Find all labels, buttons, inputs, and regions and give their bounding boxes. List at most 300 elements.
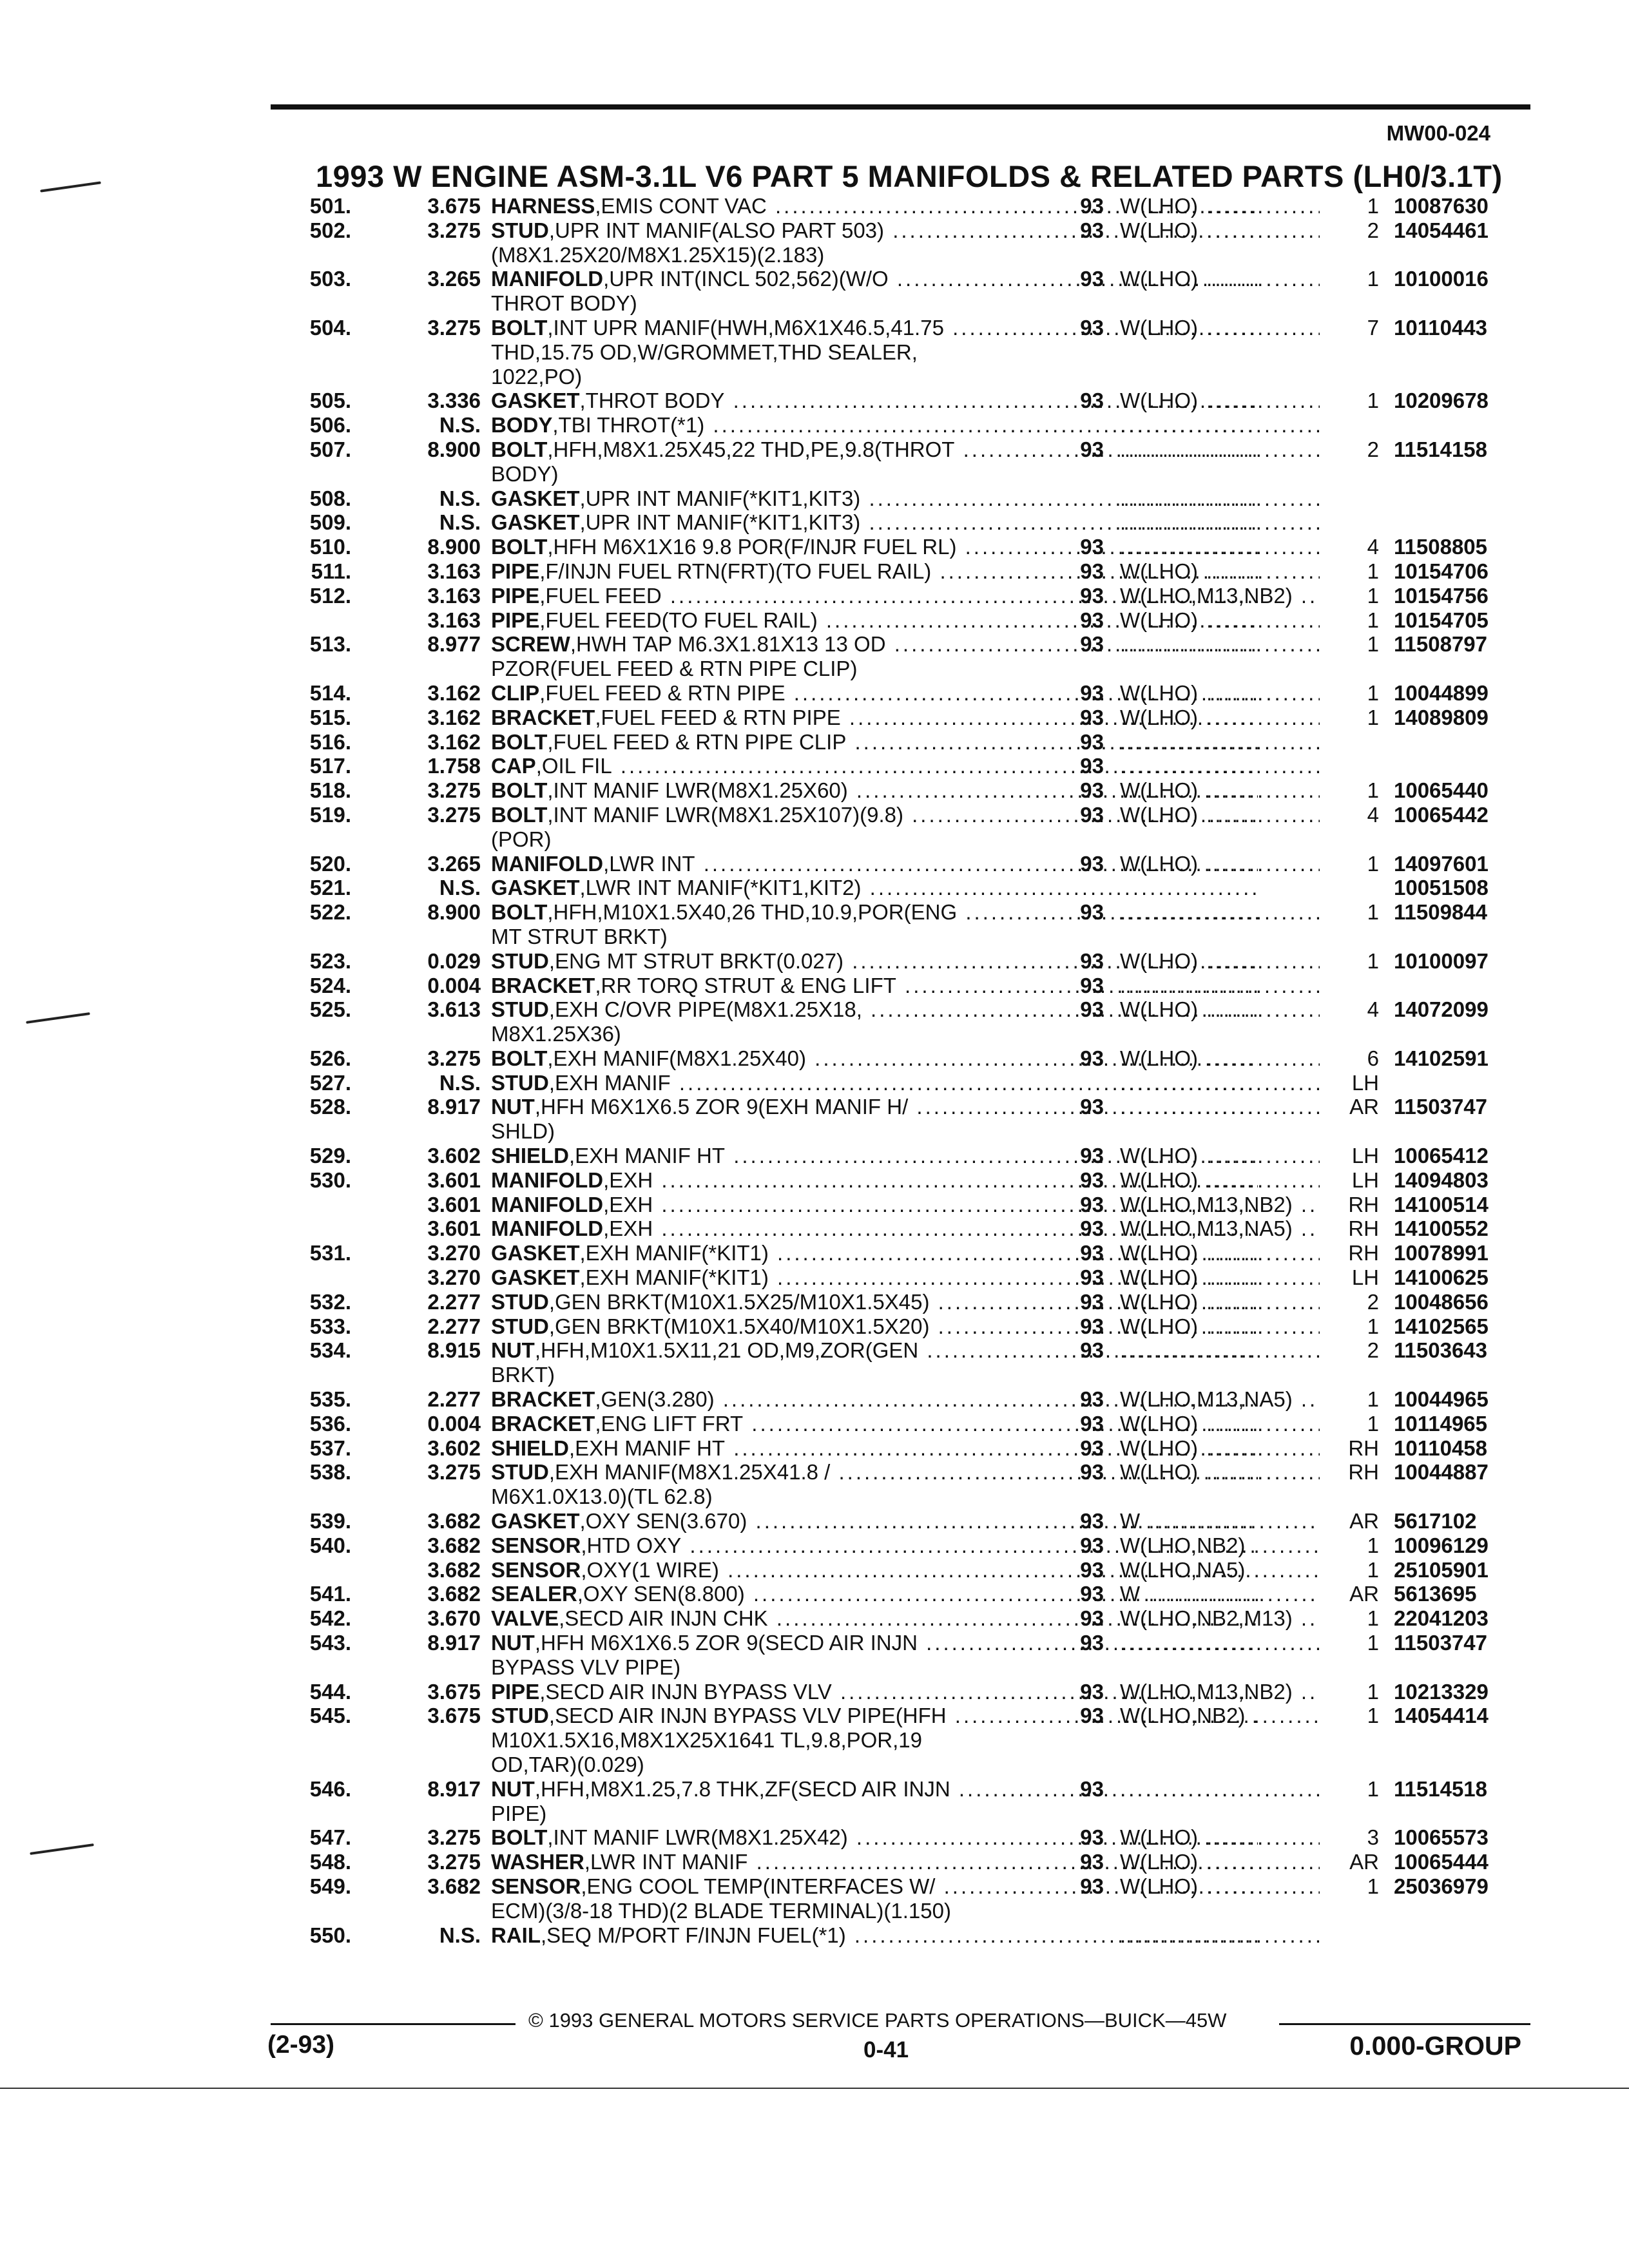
item-number: 548. [309, 1850, 351, 1874]
item-number: 535. [309, 1387, 351, 1412]
model-year: 93 [1080, 1850, 1104, 1874]
item-number: 530. [309, 1168, 351, 1192]
application [1120, 900, 1320, 925]
application: W(LHO) ..... [1120, 1265, 1320, 1290]
part-number: 11509844 [1394, 900, 1488, 925]
model-year: 93 [1080, 1460, 1104, 1485]
description-line: SHLD) [491, 1119, 555, 1144]
part-name: BRACKET [491, 1387, 595, 1412]
part-name: BRACKET [491, 973, 595, 997]
group-number: 3.613 [427, 997, 481, 1022]
part-number: 14054414 [1394, 1704, 1489, 1728]
description-text: ,OXY SEN(3.670) [579, 1509, 747, 1533]
model-year: 93 [1080, 559, 1104, 583]
part-row [245, 535, 1534, 559]
part-name: BRACKET [491, 705, 595, 729]
description-text: ,LWR INT MANIF [584, 1850, 748, 1874]
model-year: 93 [1080, 973, 1104, 997]
part-row [245, 413, 1534, 437]
model-year: 93 [1080, 218, 1104, 242]
part-row [245, 754, 1534, 778]
description-text: ,EXH [603, 1168, 653, 1192]
group-number: N.S. [439, 413, 481, 437]
part-name: MANIFOLD [491, 1216, 604, 1241]
part-number: 11503747 [1394, 1631, 1488, 1655]
application: W(LHO) ..... [1120, 1046, 1320, 1071]
part-row [245, 608, 1534, 633]
part-number: 14072099 [1394, 997, 1489, 1022]
part-number: 5613695 [1394, 1582, 1477, 1606]
application: W(LHO) ..... [1120, 559, 1320, 584]
application: W(LHO) ..... [1120, 1144, 1320, 1168]
application: W(LHO,NA5) ..... [1120, 1558, 1320, 1582]
description-text: ,ENG LIFT FRT [595, 1411, 744, 1436]
quantity: RH [1348, 1460, 1379, 1485]
group-number: 3.275 [427, 1825, 481, 1850]
model-year: 93 [1080, 754, 1104, 778]
item-number: 544. [309, 1679, 351, 1704]
page-code: MW00-024 [1386, 121, 1490, 145]
group-number: 3.275 [427, 1850, 481, 1874]
group-number: 3.682 [427, 1874, 481, 1898]
group-number: 8.977 [427, 632, 481, 657]
item-number: 507. [309, 437, 351, 461]
application [1120, 1071, 1320, 1095]
part-name: CAP [491, 754, 536, 778]
application: W(LHO,NB2) ..... [1120, 1533, 1320, 1558]
item-number: 505. [309, 389, 351, 413]
item-number: 510. [309, 535, 351, 559]
application: W(LHO,M13,NB2) ..... [1120, 1193, 1320, 1217]
part-number: 25036979 [1394, 1874, 1489, 1898]
application: W(LHO) ..... [1120, 803, 1320, 827]
application: W(LHO) ..... [1120, 852, 1320, 876]
group-number: 3.601 [427, 1168, 481, 1192]
part-row [245, 876, 1534, 900]
model-year: 93 [1080, 535, 1104, 559]
group-number: 8.900 [427, 535, 481, 559]
description-text: ,LWR INT MANIF(*KIT1,KIT2) [579, 876, 862, 900]
application [1120, 413, 1320, 437]
part-row [245, 437, 1534, 486]
item-number: 523. [309, 948, 351, 973]
group-number: 0.029 [427, 948, 481, 973]
top-rule [271, 104, 1530, 110]
description-line: THD,15.75 OD,W/GROMMET,THD SEALER, [491, 340, 918, 364]
part-name: GASKET [491, 486, 580, 510]
application: W(LHO,M13,NA5) ..... [1120, 1387, 1320, 1412]
group-number: 2.277 [427, 1289, 481, 1314]
quantity: LH [1351, 1168, 1379, 1192]
part-number: 14097601 [1394, 851, 1489, 876]
item-number: 502. [309, 218, 351, 242]
description-text: ,OXY(1 WIRE) [581, 1557, 719, 1582]
group-number: 3.265 [427, 267, 481, 291]
quantity: 1 [1367, 1533, 1379, 1557]
application: W(LHO) ..... [1120, 218, 1320, 243]
model-year: 93 [1080, 267, 1104, 291]
quantity: RH [1348, 1241, 1379, 1265]
part-row [245, 316, 1534, 389]
page-title: 1993 W ENGINE ASM-3.1L V6 PART 5 MANIFOLDS & RELATED PARTS (LH0/3.1T) [316, 159, 1503, 193]
quantity: 3 [1367, 1825, 1379, 1850]
group-number: 2.277 [427, 1387, 481, 1412]
group-number: 8.917 [427, 1631, 481, 1655]
item-number: 531. [309, 1241, 351, 1265]
model-year: 93 [1080, 632, 1104, 657]
description-text: ,HFH,M8X1.25,7.8 THK,ZF(SECD AIR INJN [534, 1776, 950, 1801]
item-number: 521. [309, 876, 351, 900]
part-name: BOLT [491, 778, 548, 803]
part-name: MANIFOLD [491, 1168, 604, 1192]
item-number: 534. [309, 1338, 351, 1363]
part-name: BOLT [491, 1825, 548, 1850]
application: W(LHO) ..... [1120, 1168, 1320, 1193]
quantity: 7 [1367, 315, 1379, 340]
description-text: ,F/INJN FUEL RTN(FRT)(TO FUEL RAIL) [539, 559, 932, 583]
part-name: STUD [491, 1314, 549, 1338]
quantity: LH [1351, 1144, 1379, 1168]
description-text: ,FUEL FEED [539, 583, 662, 608]
description-text: ,EXH MANIF(M8X1.25X40) [547, 1046, 806, 1070]
part-number: 10044887 [1394, 1460, 1489, 1485]
item-number: 533. [309, 1314, 351, 1338]
description-text: ,EXH [603, 1216, 653, 1241]
description-text: ,GEN BRKT(M10X1.5X40/M10X1.5X20) [548, 1314, 930, 1338]
description-text: ,FUEL FEED & RTN PIPE CLIP [547, 729, 847, 754]
part-row [245, 1241, 1534, 1265]
description-line: MT STRUT BRKT) [491, 924, 668, 948]
description-text: ,FUEL FEED(TO FUEL RAIL) [539, 608, 818, 632]
part-name: SHIELD [491, 1144, 570, 1168]
description-text: ,UPR INT MANIF(*KIT1,KIT3) [579, 486, 861, 510]
quantity: 1 [1367, 1557, 1379, 1582]
group-number: N.S. [439, 510, 481, 535]
description-line: THROT BODY) [491, 291, 637, 316]
description-text: ,EXH MANIF(*KIT1) [579, 1241, 769, 1265]
part-row [245, 778, 1534, 803]
group-number: 3.682 [427, 1533, 481, 1557]
part-row [245, 681, 1534, 706]
application [1120, 754, 1320, 778]
part-name: BRACKET [491, 1411, 595, 1436]
quantity: 2 [1367, 437, 1379, 461]
item-number: 546. [309, 1776, 351, 1801]
quantity: RH [1348, 1192, 1379, 1216]
part-name: SEALER [491, 1582, 577, 1606]
description-text: ,SECD AIR INJN BYPASS VLV PIPE(HFH [548, 1704, 947, 1728]
group-number: 8.900 [427, 437, 481, 461]
part-name: NUT [491, 1631, 535, 1655]
application: W(LHO) ..... [1120, 1314, 1320, 1339]
item-number: 516. [309, 729, 351, 754]
quantity: LH [1351, 1070, 1379, 1095]
quantity: 4 [1367, 802, 1379, 827]
quantity: 1 [1367, 389, 1379, 413]
part-number: 14102565 [1394, 1314, 1489, 1338]
group-number: N.S. [439, 876, 481, 900]
group-number: 3.275 [427, 315, 481, 340]
description-text: ,HFH,M8X1.25X45,22 THD,PE,9.8(THROT [547, 437, 955, 461]
part-name: STUD [491, 1070, 549, 1095]
application [1120, 486, 1320, 511]
application: W ..... [1120, 1582, 1320, 1606]
description-line: (POR) [491, 827, 552, 851]
part-number: 14100552 [1394, 1216, 1489, 1241]
model-year: 93 [1080, 1387, 1104, 1412]
quantity: 1 [1367, 705, 1379, 729]
group-number: 3.162 [427, 680, 481, 705]
group-number: 3.162 [427, 729, 481, 754]
description-text: ,FUEL FEED & RTN PIPE [539, 680, 786, 705]
application: W(LHO) ..... [1120, 1825, 1320, 1850]
group-number: N.S. [439, 486, 481, 510]
margin-mark [40, 181, 101, 192]
application: W(LHO) ..... [1120, 1412, 1320, 1436]
model-year: 93 [1080, 948, 1104, 973]
item-number: 538. [309, 1460, 351, 1485]
application [1120, 1923, 1320, 1948]
item-number: 525. [309, 997, 351, 1022]
part-name: WASHER [491, 1850, 584, 1874]
group-number: N.S. [439, 1070, 481, 1095]
application [1120, 730, 1320, 754]
page-number: 0-41 [863, 2037, 909, 2062]
model-year: 93 [1080, 1144, 1104, 1168]
part-number: 10078991 [1394, 1241, 1489, 1265]
quantity: 1 [1367, 1874, 1379, 1898]
quantity: 1 [1367, 1679, 1379, 1704]
model-year: 93 [1080, 1704, 1104, 1728]
item-number: 543. [309, 1631, 351, 1655]
quantity: 1 [1367, 608, 1379, 632]
part-row [245, 1193, 1534, 1217]
part-row [245, 1777, 1534, 1826]
part-number: 10096129 [1394, 1533, 1489, 1557]
footer-rule [1279, 2023, 1530, 2025]
part-name: PIPE [491, 583, 540, 608]
part-row [245, 1582, 1534, 1606]
part-name: GASKET [491, 1509, 580, 1533]
item-number: 536. [309, 1411, 351, 1436]
part-number: 14102591 [1394, 1046, 1489, 1070]
description-line: 1022,PO) [491, 364, 583, 389]
model-year: 93 [1080, 1241, 1104, 1265]
part-row [245, 1704, 1534, 1776]
part-row [245, 1606, 1534, 1631]
group-number: 8.915 [427, 1338, 481, 1363]
part-number: 10209678 [1394, 389, 1489, 413]
group-number: 3.601 [427, 1192, 481, 1216]
group-number: 3.682 [427, 1557, 481, 1582]
copyright-notice: © 1993 GENERAL MOTORS SERVICE PARTS OPERATIONS—BUICK—45W [528, 2009, 1227, 2032]
part-number: 10100016 [1394, 267, 1489, 291]
part-row [245, 1071, 1534, 1095]
quantity: AR [1349, 1509, 1379, 1533]
quantity: 1 [1367, 559, 1379, 583]
margin-mark [30, 1843, 94, 1855]
description-text: ,HWH TAP M6.3X1.81X13 13 OD [570, 632, 886, 657]
part-name: SENSOR [491, 1874, 581, 1898]
description-text: ,HTD OXY [581, 1533, 682, 1557]
application: W(LHO) ..... [1120, 1436, 1320, 1461]
part-row [245, 1314, 1534, 1339]
application: W(LHO) ..... [1120, 194, 1320, 218]
group-number: 3.602 [427, 1144, 481, 1168]
part-number: 10051508 [1394, 876, 1489, 900]
group-number: 1.758 [427, 754, 481, 778]
item-number: 547. [309, 1825, 351, 1850]
part-name: PIPE [491, 1679, 540, 1704]
part-name: SHIELD [491, 1436, 570, 1460]
description-line: M8X1.25X36) [491, 1022, 621, 1046]
part-row [245, 1095, 1534, 1144]
part-row [245, 1460, 1534, 1509]
item-number: 509. [309, 510, 351, 535]
item-number: 541. [309, 1582, 351, 1606]
item-number: 511. [311, 559, 351, 583]
description-line: M10X1.5X16,M8X1X25X1641 TL,9.8,POR,19 [491, 1728, 922, 1753]
application: W(LHO) ..... [1120, 706, 1320, 730]
model-year: 93 [1080, 1582, 1104, 1606]
application: W(LHO) ..... [1120, 1241, 1320, 1265]
application: W(LHO,M13,NA5) ..... [1120, 1216, 1320, 1241]
part-number: 10110443 [1394, 315, 1488, 340]
model-year: 93 [1080, 608, 1104, 632]
quantity: 1 [1367, 194, 1379, 218]
description-line: ECM)(3/8-18 THD)(2 BLADE TERMINAL)(1.150) [491, 1898, 951, 1923]
part-row [245, 1387, 1534, 1412]
description-text: ,EXH MANIF(M8X1.25X41.8 / [548, 1460, 831, 1485]
application [1120, 1631, 1320, 1655]
group-number: 3.163 [427, 583, 481, 608]
part-row [245, 1680, 1534, 1704]
description-line: BODY) [491, 461, 559, 486]
part-row [245, 1825, 1534, 1850]
model-year: 93 [1080, 1046, 1104, 1070]
part-number: 11508805 [1394, 535, 1488, 559]
application [1120, 535, 1320, 559]
group-number: 3.675 [427, 1679, 481, 1704]
model-year: 93 [1080, 389, 1104, 413]
quantity: 1 [1367, 680, 1379, 705]
application [1120, 1338, 1320, 1363]
part-row [245, 1631, 1534, 1680]
part-name: GASKET [491, 1265, 580, 1290]
group-number: 3.336 [427, 389, 481, 413]
group-number: 3.275 [427, 218, 481, 242]
part-number: 10213329 [1394, 1679, 1489, 1704]
group-code: 0.000-GROUP [1349, 2031, 1521, 2061]
application [1120, 437, 1320, 462]
part-row [245, 1046, 1534, 1071]
application: W(LHO) ..... [1120, 389, 1320, 413]
part-row [245, 218, 1534, 267]
part-row [245, 997, 1534, 1046]
quantity: 1 [1367, 1314, 1379, 1338]
description-text: ,SEQ M/PORT F/INJN FUEL(*1) [541, 1923, 846, 1947]
group-number: 8.917 [427, 1776, 481, 1801]
item-number: 508. [309, 486, 351, 510]
application [1120, 1777, 1320, 1802]
description-text: ,INT MANIF LWR(M8X1.25X107)(9.8) [547, 802, 903, 827]
part-name: STUD [491, 997, 549, 1022]
quantity: 2 [1367, 218, 1379, 242]
item-number: 515. [309, 705, 351, 729]
description-text: ,FUEL FEED & RTN PIPE [595, 705, 841, 729]
item-number: 526. [309, 1046, 351, 1070]
application: W(LHO) ..... [1120, 1290, 1320, 1314]
model-year: 93 [1080, 1168, 1104, 1192]
description-text: ,GEN BRKT(M10X1.5X25/M10X1.5X45) [548, 1289, 930, 1314]
application [1120, 510, 1320, 535]
description-text: ,HFH M6X1X6.5 ZOR 9(SECD AIR INJN [534, 1631, 918, 1655]
model-year: 93 [1080, 1825, 1104, 1850]
application: W(LHO,M13,NB2) ..... [1120, 1680, 1320, 1704]
parts-list [245, 194, 1534, 1947]
application: W(LHO,M13,NB2) ..... [1120, 584, 1320, 608]
part-name: STUD [491, 218, 549, 242]
application: W(LHO,NB2,M13) ..... [1120, 1606, 1320, 1631]
part-number: 10065444 [1394, 1850, 1489, 1874]
description-text: ,UPR INT MANIF(*KIT1,KIT3) [579, 510, 861, 535]
quantity: 1 [1367, 1387, 1379, 1412]
part-number: 10044899 [1394, 680, 1489, 705]
application: W(LHO) ..... [1120, 1874, 1320, 1899]
description-text: ,EXH MANIF HT [569, 1436, 726, 1460]
item-number: 513. [309, 632, 351, 657]
model-year: 93 [1080, 1289, 1104, 1314]
part-number: 10065440 [1394, 778, 1489, 803]
part-number: 10065442 [1394, 802, 1489, 827]
quantity: 1 [1367, 1606, 1379, 1631]
description-text: ,SECD AIR INJN BYPASS VLV [539, 1679, 832, 1704]
item-number: 517. [309, 754, 351, 778]
description-text: ,OXY SEN(8.800) [577, 1582, 745, 1606]
application [1120, 974, 1320, 998]
part-name: RAIL [491, 1923, 541, 1947]
quantity: AR [1349, 1850, 1379, 1874]
part-number: 10048656 [1394, 1289, 1489, 1314]
part-number: 14054461 [1394, 218, 1489, 242]
part-number: 10154756 [1394, 583, 1489, 608]
description-text: ,ENG MT STRUT BRKT(0.027) [548, 948, 844, 973]
application: W(LHO) ..... [1120, 997, 1320, 1022]
part-row [245, 1412, 1534, 1436]
model-year: 93 [1080, 729, 1104, 754]
item-number: 529. [309, 1144, 351, 1168]
model-year: 93 [1080, 851, 1104, 876]
group-number: 3.682 [427, 1509, 481, 1533]
item-number: 506. [309, 413, 351, 437]
part-row [245, 559, 1534, 584]
part-number: 25105901 [1394, 1557, 1489, 1582]
part-row [245, 267, 1534, 316]
quantity: LH [1351, 1265, 1379, 1290]
description-text: ,SECD AIR INJN CHK [559, 1606, 768, 1631]
application: W(LHO) ..... [1120, 681, 1320, 706]
part-number: 11508797 [1394, 632, 1488, 657]
footer-rule [271, 2023, 516, 2025]
part-row [245, 194, 1534, 218]
quantity: RH [1348, 1216, 1379, 1241]
model-year: 93 [1080, 1631, 1104, 1655]
model-year: 93 [1080, 1557, 1104, 1582]
model-year: 93 [1080, 437, 1104, 461]
part-row [245, 1923, 1534, 1948]
item-number: 512. [309, 583, 351, 608]
part-row [245, 803, 1534, 852]
